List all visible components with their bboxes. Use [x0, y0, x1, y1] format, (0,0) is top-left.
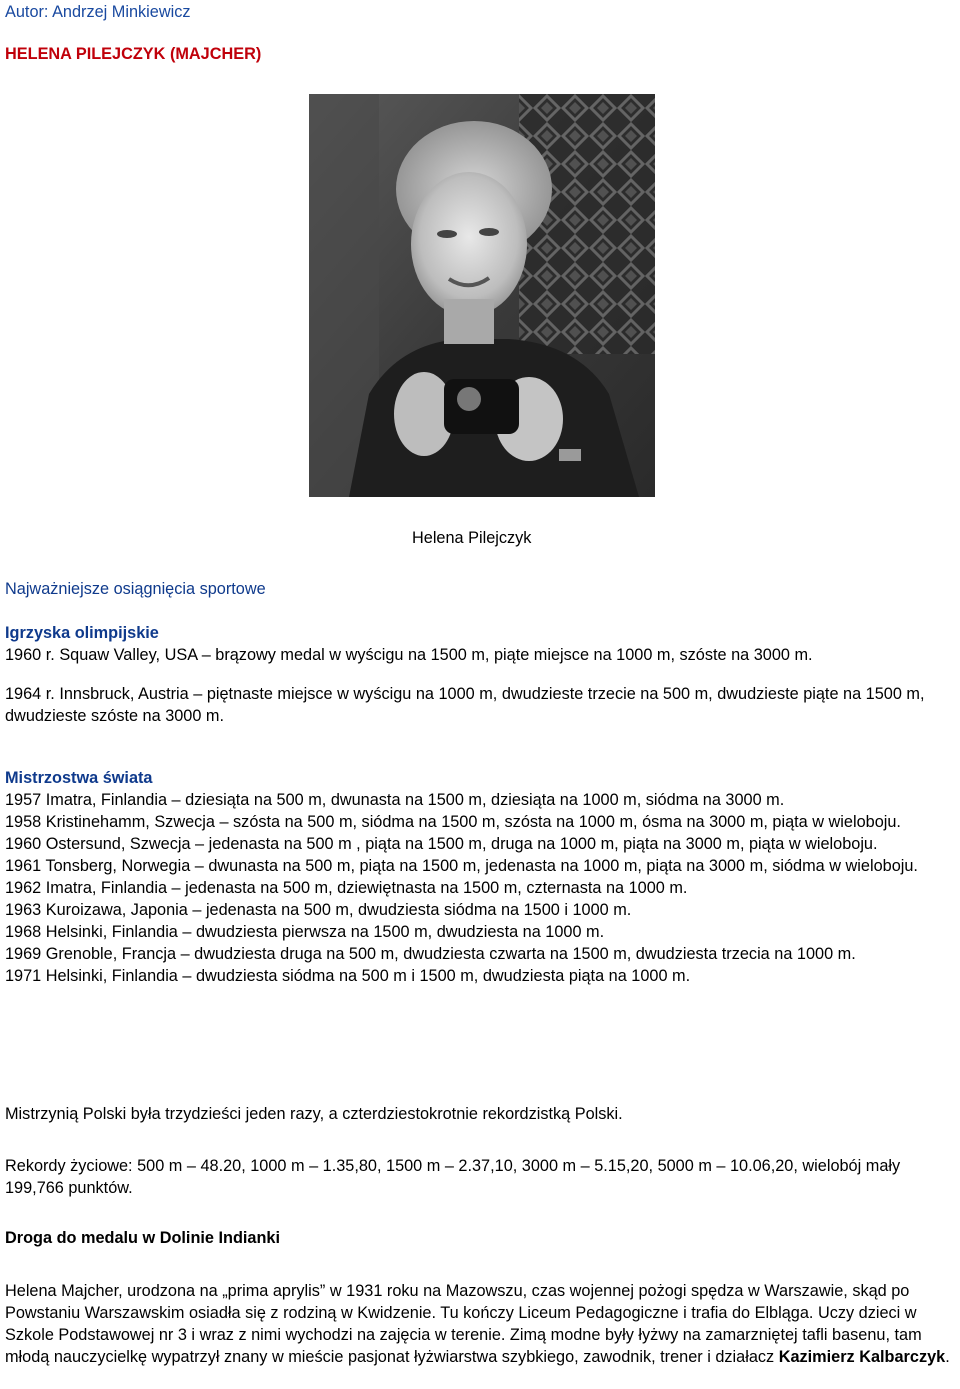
wc-item: 1969 Grenoble, Francja – dwudziesta druga na 500 m, dwudziesta czwarta na 1500 m, dwudziesta trzecia na 1000 m. [5, 945, 856, 963]
author-line: Autor: Andrzej Minkiewicz [5, 3, 191, 21]
wc-item: 1960 Ostersund, Szwecja – jedenasta na 500 m , piąta na 1500 m, druga na 1000 m, piąta na 3000 m, piąta w wieloboju. [5, 835, 878, 853]
wc-item: 1968 Helsinki, Finlandia – dwudziesta pierwsza na 1500 m, dwudziesta na 1000 m. [5, 923, 605, 941]
achievements-heading: Najważniejsze osiągnięcia sportowe [5, 580, 266, 598]
world-championships-heading: Mistrzostwa świata [5, 769, 153, 787]
portrait-photo [309, 94, 655, 497]
story-paragraph [5, 1280, 955, 1368]
wc-item: 1957 Imatra, Finlandia – dziesiąta na 500 m, dwunasta na 1500 m, dziesiąta na 1000 m, siódma na 3000 m. [5, 791, 785, 809]
olympics-item-1964: 1964 r. Innsbruck, Austria – piętnaste miejsce w wyścigu na 1000 m, dwudzieste trzecie na 500 m, dwudzieste piąte na 1500 m, dwudzieste szóste na 3000 m. [5, 685, 925, 725]
olympics-heading: Igrzyska olimpijskie [5, 624, 159, 642]
olympics-item-1960: 1960 r. Squaw Valley, USA – brązowy medal w wyścigu na 1500 m, piąte miejsce na 1000 m, szóste na 3000 m. [5, 646, 813, 664]
portrait-photo-icon [309, 94, 655, 497]
wc-item: 1961 Tonsberg, Norwegia – dwunasta na 500 m, piąta na 1500 m, jedenasta na 1000 m, piąta na 3000 m, siódma w wieloboju. [5, 857, 918, 875]
story-bold-name: Kazimierz Kalbarczyk [778, 1348, 946, 1366]
wc-item: 1962 Imatra, Finlandia – jedenasta na 500 m, dziewiętnasta na 1500 m, czternasta na 1000 m. [5, 879, 688, 897]
story-text: Helena Majcher, urodzona na „prima aprylis” w 1931 roku na Mazowszu, czas wojennej pożogi spędza w Warszawie, skąd po Powstaniu Warszawskim osiadła się z rodziną w Kwidzenie. Tu kończy Liceum Pedagogiczne i trafia do Elbląga. Uczy dzieci w Szkole Podstawowej nr 3 i wraz z nimi wychodzi na zajęcia w terenie. Zimą modne były łyżwy na zamarzniętej tafli basenu, tam młodą nauczycielkę wypatrzył znany w mieście pasjonat łyżwiarstwa szybkiego, zawodnik, trener i działacz [5, 1282, 922, 1366]
page-title: HELENA PILEJCZYK (MAJCHER) [5, 45, 262, 63]
championship-summary: Mistrzynią Polski była trzydzieści jeden razy, a czterdziestokrotnie rekordzistką Polski. [5, 1105, 623, 1123]
wc-item: 1958 Kristinehamm, Szwecja – szósta na 500 m, siódma na 1500 m, szósta na 1000 m, ósma na 3000 m, piąta w wieloboju. [5, 813, 901, 831]
personal-records: Rekordy życiowe: 500 m – 48.20, 1000 m – 1.35,80, 1500 m – 2.37,10, 3000 m – 5.15,20, 5000 m – 10.06,20, wielobój mały 199,766 punktów. [5, 1157, 901, 1197]
wc-item: 1971 Helsinki, Finlandia – dwudziesta siódma na 500 m i 1500 m, dwudziesta piąta na 1000 m. [5, 967, 691, 985]
photo-caption: Helena Pilejczyk [412, 529, 532, 547]
world-championships-section [5, 767, 960, 987]
wc-item: 1963 Kuroizawa, Japonia – jedenasta na 500 m, dwudziesta siódma na 1500 i 1000 m. [5, 901, 632, 919]
olympics-section [5, 622, 960, 727]
story-end: . [945, 1348, 950, 1366]
section-title-road-to-medal: Droga do medalu w Dolinie Indianki [5, 1229, 281, 1247]
